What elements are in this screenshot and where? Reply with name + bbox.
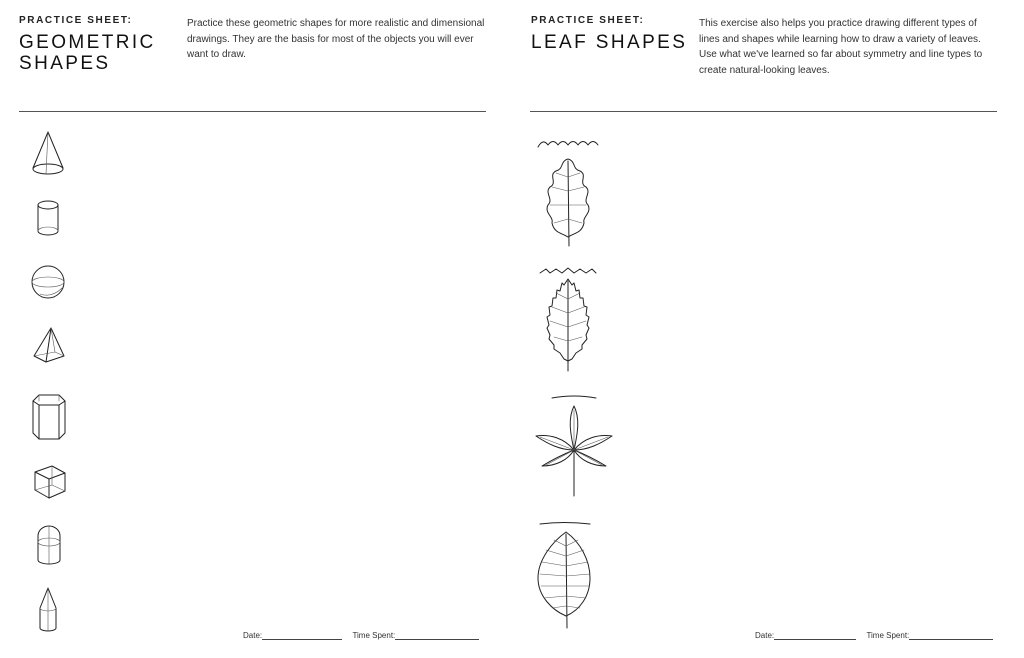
left-time-label: Time Spent: <box>352 631 396 640</box>
right-time-label: Time Spent: <box>866 631 910 640</box>
right-time-blank[interactable] <box>909 630 993 640</box>
left-description: Practice these geometric shapes for more realistic and dimensional drawings. They are the basis for most of the objects you will ever want to draw. <box>187 18 485 60</box>
left-divider <box>19 111 486 112</box>
oak-leaf-icon <box>536 133 600 249</box>
beech-leaf-icon <box>534 518 594 630</box>
pencil-point-icon <box>38 586 58 634</box>
right-date-label: Date: <box>755 631 775 640</box>
capsule-icon <box>36 524 62 568</box>
hexagonal-prism-icon <box>31 393 67 441</box>
sphere-icon <box>30 264 66 300</box>
right-title: LEAF SHAPES <box>531 32 688 53</box>
cone-icon <box>30 130 66 178</box>
right-description: This exercise also helps you practice drawing different types of lines and shapes while learning how to draw a variety of leaves. Use what we've learned so far about symmetry and line types to create natural-looking leaves. <box>699 18 983 76</box>
left-kicker: PRACTICE SHEET: <box>19 15 133 26</box>
right-date-blank[interactable] <box>774 630 856 640</box>
right-divider <box>530 111 997 112</box>
leaf-shapes-sheet <box>512 0 1024 658</box>
right-kicker: PRACTICE SHEET: <box>531 15 645 26</box>
left-title-line1: GEOMETRIC <box>19 32 156 53</box>
serrated-leaf-icon <box>536 263 600 373</box>
cylinder-icon <box>36 200 60 238</box>
left-date-label: Date: <box>243 631 263 640</box>
left-time-blank[interactable] <box>395 630 479 640</box>
geometric-shapes-sheet <box>0 0 500 658</box>
cube-icon <box>32 463 68 501</box>
left-title-line2: SHAPES <box>19 53 111 74</box>
right-footer <box>755 630 993 640</box>
left-footer <box>243 630 479 640</box>
left-date-blank[interactable] <box>262 630 342 640</box>
left-title <box>19 32 156 74</box>
pyramid-icon <box>31 326 67 366</box>
palmate-leaf-icon <box>534 394 614 500</box>
